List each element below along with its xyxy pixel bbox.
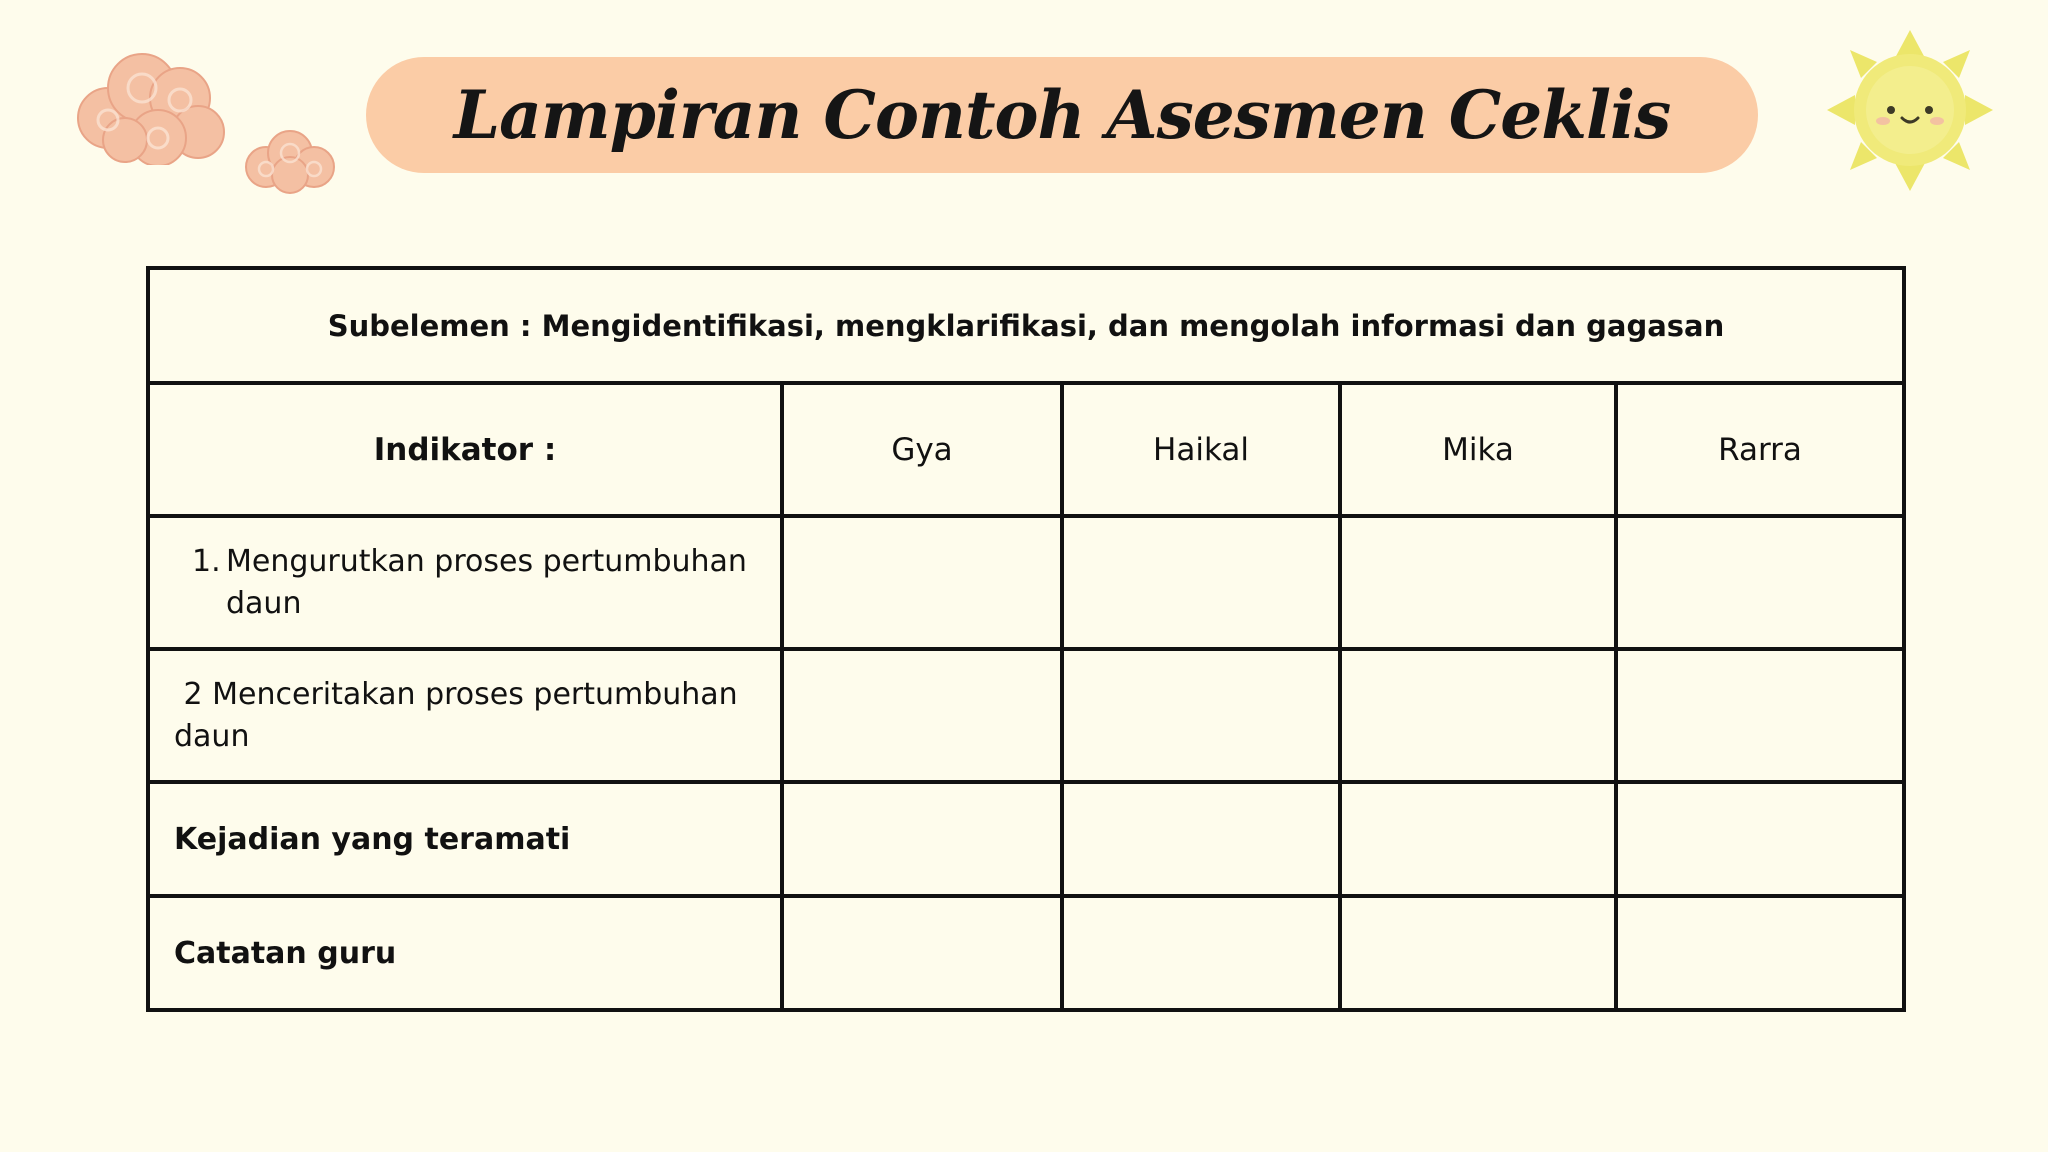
cloud-icon — [240, 125, 340, 195]
table-row — [148, 896, 1904, 1010]
table-row — [148, 649, 1904, 782]
notes-cell[interactable] — [1616, 896, 1904, 1010]
page-title: Lampiran Contoh Asesmen Ceklis — [453, 76, 1671, 154]
indicator-cell — [148, 649, 782, 782]
student-name-header: Rarra — [1616, 383, 1904, 516]
observation-cell[interactable] — [1616, 782, 1904, 896]
observation-cell[interactable] — [1062, 782, 1340, 896]
checklist-table — [146, 266, 1906, 1012]
observation-cell[interactable] — [1340, 782, 1616, 896]
table-row — [148, 782, 1904, 896]
indikator-header-cell — [148, 383, 782, 516]
check-cell[interactable] — [782, 516, 1062, 649]
check-cell[interactable] — [1616, 516, 1904, 649]
teacher-notes-label: Catatan guru — [174, 935, 397, 971]
check-cell[interactable] — [1062, 649, 1340, 782]
table-row — [148, 268, 1904, 383]
indicator-text: Mengurutkan proses pertumbuhan daun — [226, 543, 747, 621]
title-banner — [366, 57, 1758, 173]
table-row — [148, 516, 1904, 649]
observed-label: Kejadian yang teramati — [174, 821, 571, 857]
indicator-text: 2 Menceritakan proses pertumbuhan daun — [174, 676, 748, 754]
notes-cell[interactable] — [782, 896, 1062, 1010]
check-cell[interactable] — [1340, 516, 1616, 649]
teacher-notes-label-cell — [148, 896, 782, 1010]
check-cell[interactable] — [1340, 649, 1616, 782]
sun-icon — [1825, 28, 1995, 193]
indicator-number: 1. — [192, 543, 221, 579]
cloud-icon — [70, 40, 230, 165]
observation-cell[interactable] — [782, 782, 1062, 896]
notes-cell[interactable] — [1340, 896, 1616, 1010]
notes-cell[interactable] — [1062, 896, 1340, 1010]
table-header-row — [148, 383, 1904, 516]
check-cell[interactable] — [1062, 516, 1340, 649]
student-name-header: Gya — [782, 383, 1062, 516]
indikator-header: Indikator : — [373, 431, 557, 468]
indicator-cell — [148, 516, 782, 649]
subelemen-cell — [148, 268, 1904, 383]
student-name-header: Mika — [1340, 383, 1616, 516]
observed-label-cell — [148, 782, 782, 896]
subelemen-text: Subelemen : Mengidentifikasi, mengklarifikasi, dan mengolah informasi dan gagasan — [327, 308, 1725, 343]
check-cell[interactable] — [782, 649, 1062, 782]
student-name-header: Haikal — [1062, 383, 1340, 516]
check-cell[interactable] — [1616, 649, 1904, 782]
